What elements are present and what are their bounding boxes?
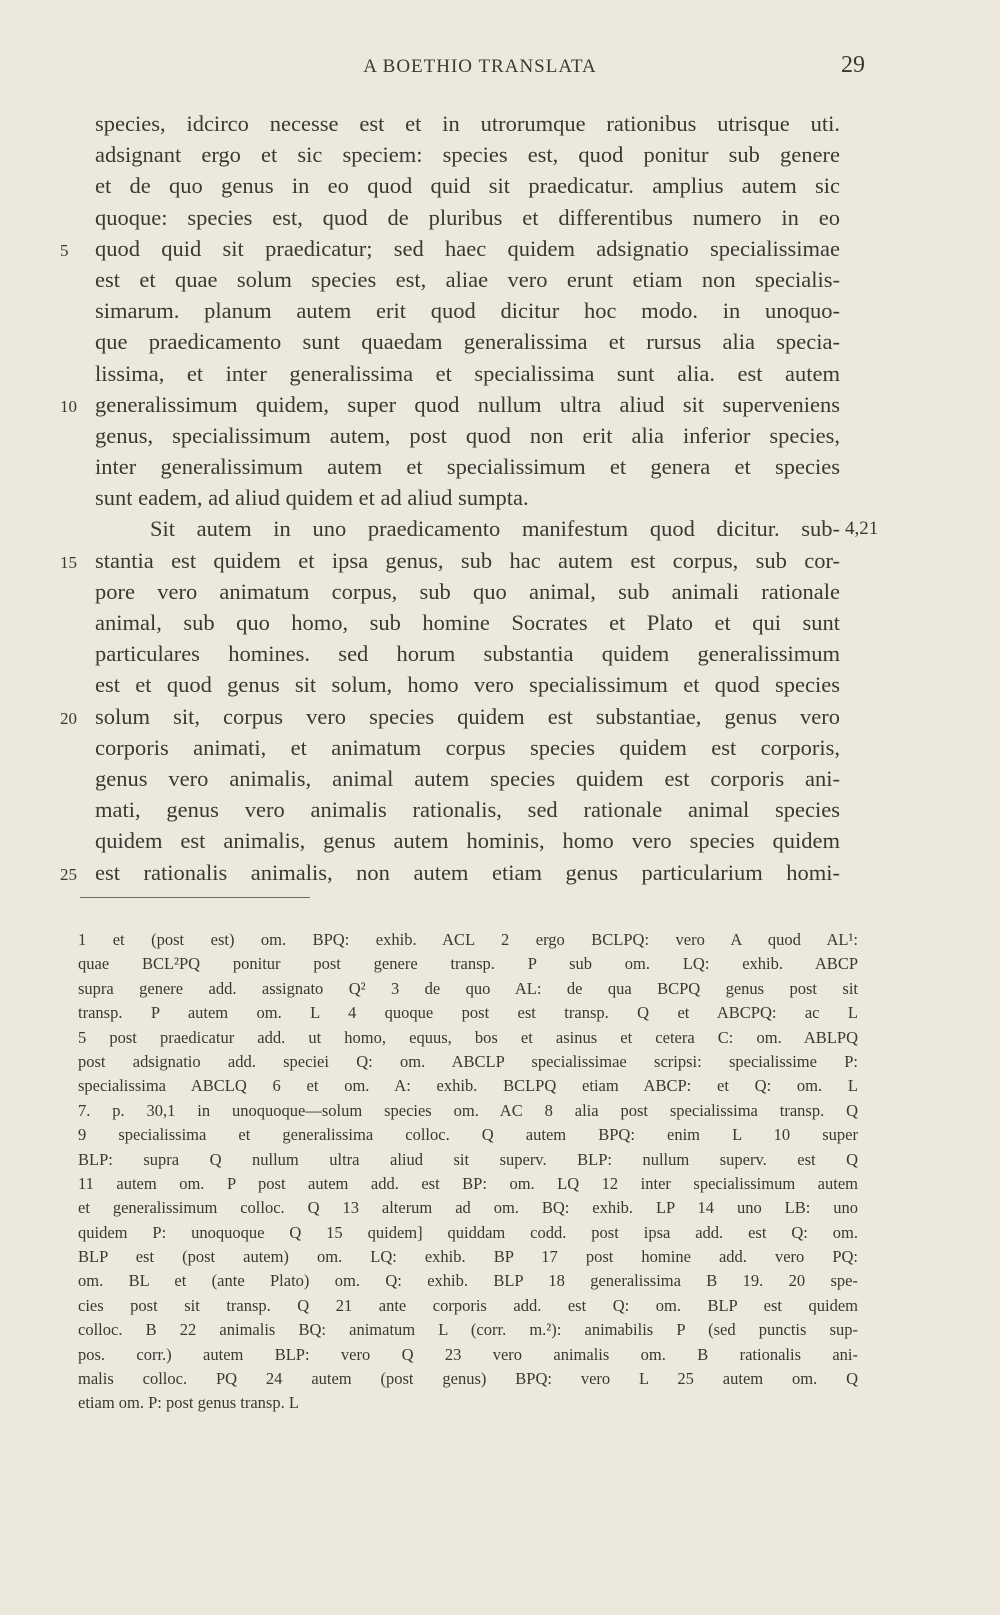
footnote-line: specialissima ABCLQ 6 et om. A: exhib. BCLPQ etiam ABCP: et Q: om. L (78, 1076, 858, 1096)
footnote-line: 1 et (post est) om. BPQ: exhib. ACL 2 ergo BCLPQ: vero A quod AL¹: (78, 930, 858, 949)
text-line (95, 170, 840, 201)
footnote-line: transp. P autem om. L 4 quoque post est transp. Q et ABCPQ: ac L (78, 1003, 858, 1023)
line-number: 20 (60, 708, 77, 728)
footnote-line: malis colloc. PQ 24 autem (post genus) BPQ: vero L 25 autem om. Q (78, 1369, 858, 1389)
text-line (95, 669, 840, 700)
text-line (95, 638, 840, 669)
main-text (60, 108, 879, 888)
text-line (95, 326, 840, 357)
line-text: sunt eadem, ad aliud quidem et ad aliud sumpta. (95, 485, 529, 511)
text-line (95, 420, 840, 451)
line-text: et de quo genus in eo quod quid sit praedicatur. amplius autem sic (95, 173, 840, 199)
text-line (95, 108, 840, 139)
page-number: 29 (841, 52, 865, 78)
line-text: solum sit, corpus vero species quidem est substantiae, genus vero (95, 703, 840, 729)
marginal-reference: 4,21 (845, 518, 879, 540)
footnote-line: 5 post praedicatur add. ut homo, equus, bos et asinus et cetera C: om. ABLPQ (78, 1027, 858, 1047)
line-text: genus vero animalis, animal autem species quidem est corporis ani- (95, 765, 840, 791)
text-line (95, 825, 840, 856)
line-text: pore vero animatum corpus, sub quo animal, sub animali rationale (95, 578, 840, 604)
text-line (95, 763, 840, 794)
text-line (60, 545, 840, 576)
line-text: animal, sub quo homo, sub homine Socrates et Plato et qui sunt (95, 610, 840, 635)
line-text: quod quid sit praedicatur; sed haec quidem adsignatio specialissimae (95, 235, 840, 261)
footnote-separator (80, 897, 310, 898)
text-line (95, 732, 840, 763)
running-title: A BOETHIO TRANSLATA (363, 56, 597, 77)
line-text: simarum. planum autem erit quod dicitur hoc modo. in unoquo- (95, 298, 840, 324)
running-header (95, 52, 865, 82)
line-number: 10 (60, 396, 77, 416)
line-text: quoque: species est, quod de pluribus et differentibus numero in eo (95, 204, 840, 230)
text-line (60, 389, 840, 420)
line-text: est et quae solum species est, aliae vero erunt etiam non specialis- (95, 266, 840, 292)
line-text: corporis animati, et animatum corpus species quidem est corporis, (95, 734, 840, 760)
footnote-line: etiam om. P: post genus transp. L (78, 1393, 299, 1413)
line-text: quidem est animalis, genus autem hominis, homo vero species quidem (95, 828, 840, 854)
text-line (95, 139, 840, 170)
text-line (95, 794, 840, 825)
line-number: 15 (60, 552, 77, 572)
line-text: generalissimum quidem, super quod nullum ultra aliud sit superveniens (95, 391, 840, 417)
line-text: genus, specialissimum autem, post quod non erit alia inferior species, (95, 422, 840, 448)
footnote-line: post adsignatio add. speciei Q: om. ABCLP specialissimae scripsi: specialissime P: (78, 1051, 858, 1071)
text-line (95, 295, 840, 326)
critical-apparatus (78, 928, 858, 1416)
line-text: est rationalis animalis, non autem etiam genus particularium homi- (95, 859, 840, 885)
text-line (60, 701, 840, 732)
line-text: est et quod genus sit solum, homo vero specialissimum et quod species (95, 672, 840, 698)
line-text: stantia est quidem et ipsa genus, sub hac autem est corpus, sub cor- (95, 547, 840, 573)
footnote-line: BLP: supra Q nullum ultra aliud sit superv. BLP: nullum superv. est Q (78, 1149, 858, 1169)
text-line (95, 482, 840, 513)
line-text: lissima, et inter generalissima et specialissima sunt alia. est autem (95, 360, 840, 386)
footnote-line: 7. p. 30,1 in unoquoque—solum species om. AC 8 alia post specialissima transp. Q (78, 1100, 858, 1120)
footnote-line: pos. corr.) autem BLP: vero Q 23 vero animalis om. B rationalis ani- (78, 1344, 858, 1364)
text-line (60, 233, 840, 264)
text-line (95, 513, 879, 544)
line-text: particulares homines. sed horum substantia quidem generalissimum (95, 641, 840, 667)
text-line (95, 607, 840, 638)
text-line (95, 358, 840, 389)
footnote-line: supra genere add. assignato Q² 3 de quo AL: de qua BCPQ genus post sit (78, 978, 858, 998)
footnote-line: 11 autem om. P post autem add. est BP: om. LQ 12 inter specialissimum autem (78, 1173, 858, 1193)
line-text: adsignant ergo et sic speciem: species est, quod ponitur sub genere (95, 142, 840, 168)
footnote-line: et generalissimum colloc. Q 13 alterum ad om. BQ: exhib. LP 14 uno LB: uno (78, 1198, 858, 1218)
footnote-line: cies post sit transp. Q 21 ante corporis add. est Q: om. BLP est quidem (78, 1295, 858, 1315)
text-line (95, 576, 840, 607)
footnote-line: colloc. B 22 animalis BQ: animatum L (corr. m.²): animabilis P (sed punctis sup- (78, 1320, 858, 1340)
line-text: Sit autem in uno praedicamento manifestum quod dicitur. sub- (150, 516, 840, 542)
text-line (95, 264, 840, 295)
footnote-line: 9 specialissima et generalissima colloc. Q autem BPQ: enim L 10 super (78, 1125, 858, 1145)
line-text: species, idcirco necesse est et in utrorumque rationibus utrisque uti. (95, 111, 840, 136)
footnote-line: om. BL et (ante Plato) om. Q: exhib. BLP 18 generalissima B 19. 20 spe- (78, 1271, 858, 1291)
line-text: inter generalissimum autem et specialissimum et genera et species (95, 454, 840, 480)
line-number: 5 (60, 240, 69, 260)
line-text: que praedicamento sunt quaedam generalissima et rursus alia specia- (95, 329, 840, 355)
text-line (60, 857, 840, 888)
line-text: mati, genus vero animalis rationalis, sed rationale animal species (95, 797, 840, 823)
line-number: 25 (60, 864, 77, 884)
footnote-line: quae BCL²PQ ponitur post genere transp. P sub om. LQ: exhib. ABCP (78, 954, 858, 974)
text-line (95, 451, 840, 482)
footnote-line: BLP est (post autem) om. LQ: exhib. BP 17 post homine add. vero PQ: (78, 1247, 858, 1267)
text-line (95, 202, 840, 233)
footnote-line: quidem P: unoquoque Q 15 quidem] quiddam codd. post ipsa add. est Q: om. (78, 1222, 858, 1242)
